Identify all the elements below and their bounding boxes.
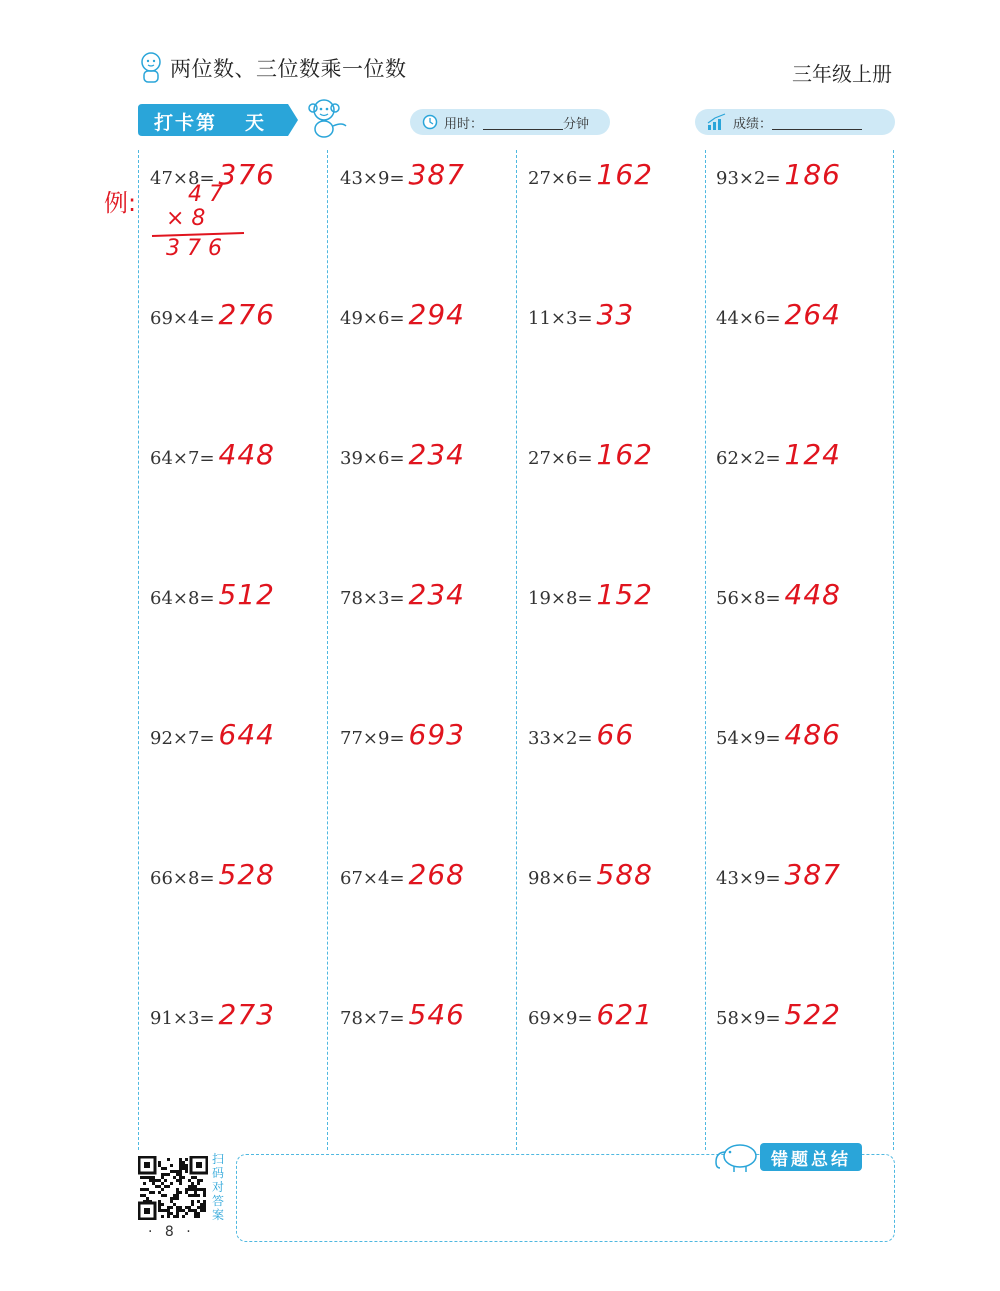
elephant-icon (712, 1138, 762, 1174)
handwritten-answer: 66 (596, 718, 635, 751)
problem-expression: 98×6= (528, 868, 593, 889)
problem-item (150, 858, 275, 891)
handwritten-answer: 264 (784, 298, 841, 331)
handwritten-answer: 268 (408, 858, 465, 891)
problem-item (716, 438, 841, 471)
problem-expression: 43×9= (716, 868, 781, 889)
handwritten-answer: 294 (408, 298, 465, 331)
handwritten-answer: 234 (408, 578, 465, 611)
handwritten-answer: 546 (408, 998, 465, 1031)
checkin-banner (138, 104, 298, 136)
column-divider (327, 150, 328, 1150)
problem-expression: 66×8= (150, 868, 215, 889)
problem-item (340, 578, 465, 611)
chart-icon (707, 113, 727, 131)
problem-expression: 78×7= (340, 1008, 405, 1029)
problem-item (716, 998, 841, 1031)
problem-item (528, 298, 634, 331)
problem-expression: 78×3= (340, 588, 405, 609)
handwritten-answer: 234 (408, 438, 465, 471)
problem-expression: 49×6= (340, 308, 405, 329)
handwritten-answer: 588 (596, 858, 653, 891)
problem-expression: 47×8= (150, 168, 215, 189)
page-number: · 8 · (148, 1224, 195, 1240)
qr-caption: 扫码对答案 (212, 1152, 225, 1222)
problem-item (340, 438, 465, 471)
problem-item (150, 298, 275, 331)
handwritten-answer: 276 (218, 298, 275, 331)
score-label: 成绩： (733, 116, 773, 132)
handwritten-answer: 152 (596, 578, 653, 611)
time-label: 用时： (444, 116, 484, 132)
handwritten-answer: 522 (784, 998, 841, 1031)
column-divider (138, 150, 139, 1150)
problem-expression: 67×4= (340, 868, 405, 889)
handwritten-answer: 528 (218, 858, 275, 891)
qr-code-icon[interactable] (138, 1156, 208, 1220)
problem-item (528, 858, 653, 891)
handwritten-answer: 621 (596, 998, 653, 1031)
problem-expression: 64×8= (150, 588, 215, 609)
header-left (138, 52, 407, 84)
problem-expression: 39×6= (340, 448, 405, 469)
example-mark: 例: (104, 189, 137, 217)
handwritten-answer: 387 (408, 158, 465, 191)
problem-item (340, 298, 465, 331)
problem-item (716, 158, 841, 191)
column-divider (893, 150, 894, 1150)
vertical-calc-top: 4 7 (188, 182, 223, 207)
handwritten-answer: 124 (784, 438, 841, 471)
score-field (695, 109, 895, 135)
page-title: 两位数、三位数乘一位数 (170, 57, 407, 81)
problem-item (150, 718, 275, 751)
handwritten-answer: 486 (784, 718, 841, 751)
problem-item (716, 298, 841, 331)
problem-expression: 33×2= (528, 728, 593, 749)
time-unit: 分钟 (563, 116, 590, 132)
vertical-calc-multiplier: × 8 (166, 206, 206, 231)
problem-item (340, 998, 465, 1031)
problem-expression: 69×4= (150, 308, 215, 329)
problem-expression: 92×7= (150, 728, 215, 749)
problem-item (528, 578, 653, 611)
handwritten-answer: 162 (596, 438, 653, 471)
error-summary-label: 错题总结 (760, 1143, 862, 1171)
problem-expression: 19×8= (528, 588, 593, 609)
problem-expression: 77×9= (340, 728, 405, 749)
vertical-calc-result: 3 7 6 (166, 236, 222, 261)
handwritten-answer: 273 (218, 998, 275, 1031)
handwritten-answer: 162 (596, 158, 653, 191)
problem-expression: 54×9= (716, 728, 781, 749)
problem-item (340, 858, 465, 891)
problem-expression: 27×6= (528, 168, 593, 189)
handwritten-answer: 186 (784, 158, 841, 191)
score-input-blank[interactable] (772, 115, 862, 130)
problem-item (528, 438, 653, 471)
problem-item (150, 438, 275, 471)
problem-item (150, 998, 275, 1031)
problem-item (528, 718, 634, 751)
time-field (410, 109, 610, 135)
checkin-left-label: 打卡第 (154, 112, 218, 134)
handwritten-answer: 693 (408, 718, 465, 751)
handwritten-answer: 448 (218, 438, 275, 471)
problem-item (340, 718, 465, 751)
problem-expression: 93×2= (716, 168, 781, 189)
problem-expression: 58×9= (716, 1008, 781, 1029)
checkin-right-label: 天 (245, 112, 267, 134)
time-input-blank[interactable] (483, 115, 563, 130)
problem-expression: 43×9= (340, 168, 405, 189)
monkey-icon (302, 96, 350, 140)
problem-expression: 11×3= (528, 308, 593, 329)
column-divider (705, 150, 706, 1150)
problem-item (716, 718, 841, 751)
problem-expression: 27×6= (528, 448, 593, 469)
problem-expression: 91×3= (150, 1008, 215, 1029)
grade-label: 三年级上册 (792, 62, 892, 86)
handwritten-answer: 512 (218, 578, 275, 611)
column-divider (516, 150, 517, 1150)
problem-expression: 56×8= (716, 588, 781, 609)
problem-item (716, 578, 841, 611)
handwritten-answer: 644 (218, 718, 275, 751)
clock-icon (422, 114, 438, 130)
problem-expression: 64×7= (150, 448, 215, 469)
vertical-calculation (150, 182, 250, 268)
handwritten-answer: 33 (596, 298, 635, 331)
problem-item (150, 578, 275, 611)
handwritten-answer: 376 (218, 158, 275, 191)
handwritten-answer: 448 (784, 578, 841, 611)
problem-item (528, 998, 653, 1031)
handwritten-answer: 387 (784, 858, 841, 891)
problem-expression: 69×9= (528, 1008, 593, 1029)
problem-item (528, 158, 653, 191)
lion-icon (138, 52, 164, 84)
problem-expression: 62×2= (716, 448, 781, 469)
problem-expression: 44×6= (716, 308, 781, 329)
problem-item (716, 858, 841, 891)
problem-item (340, 158, 465, 191)
